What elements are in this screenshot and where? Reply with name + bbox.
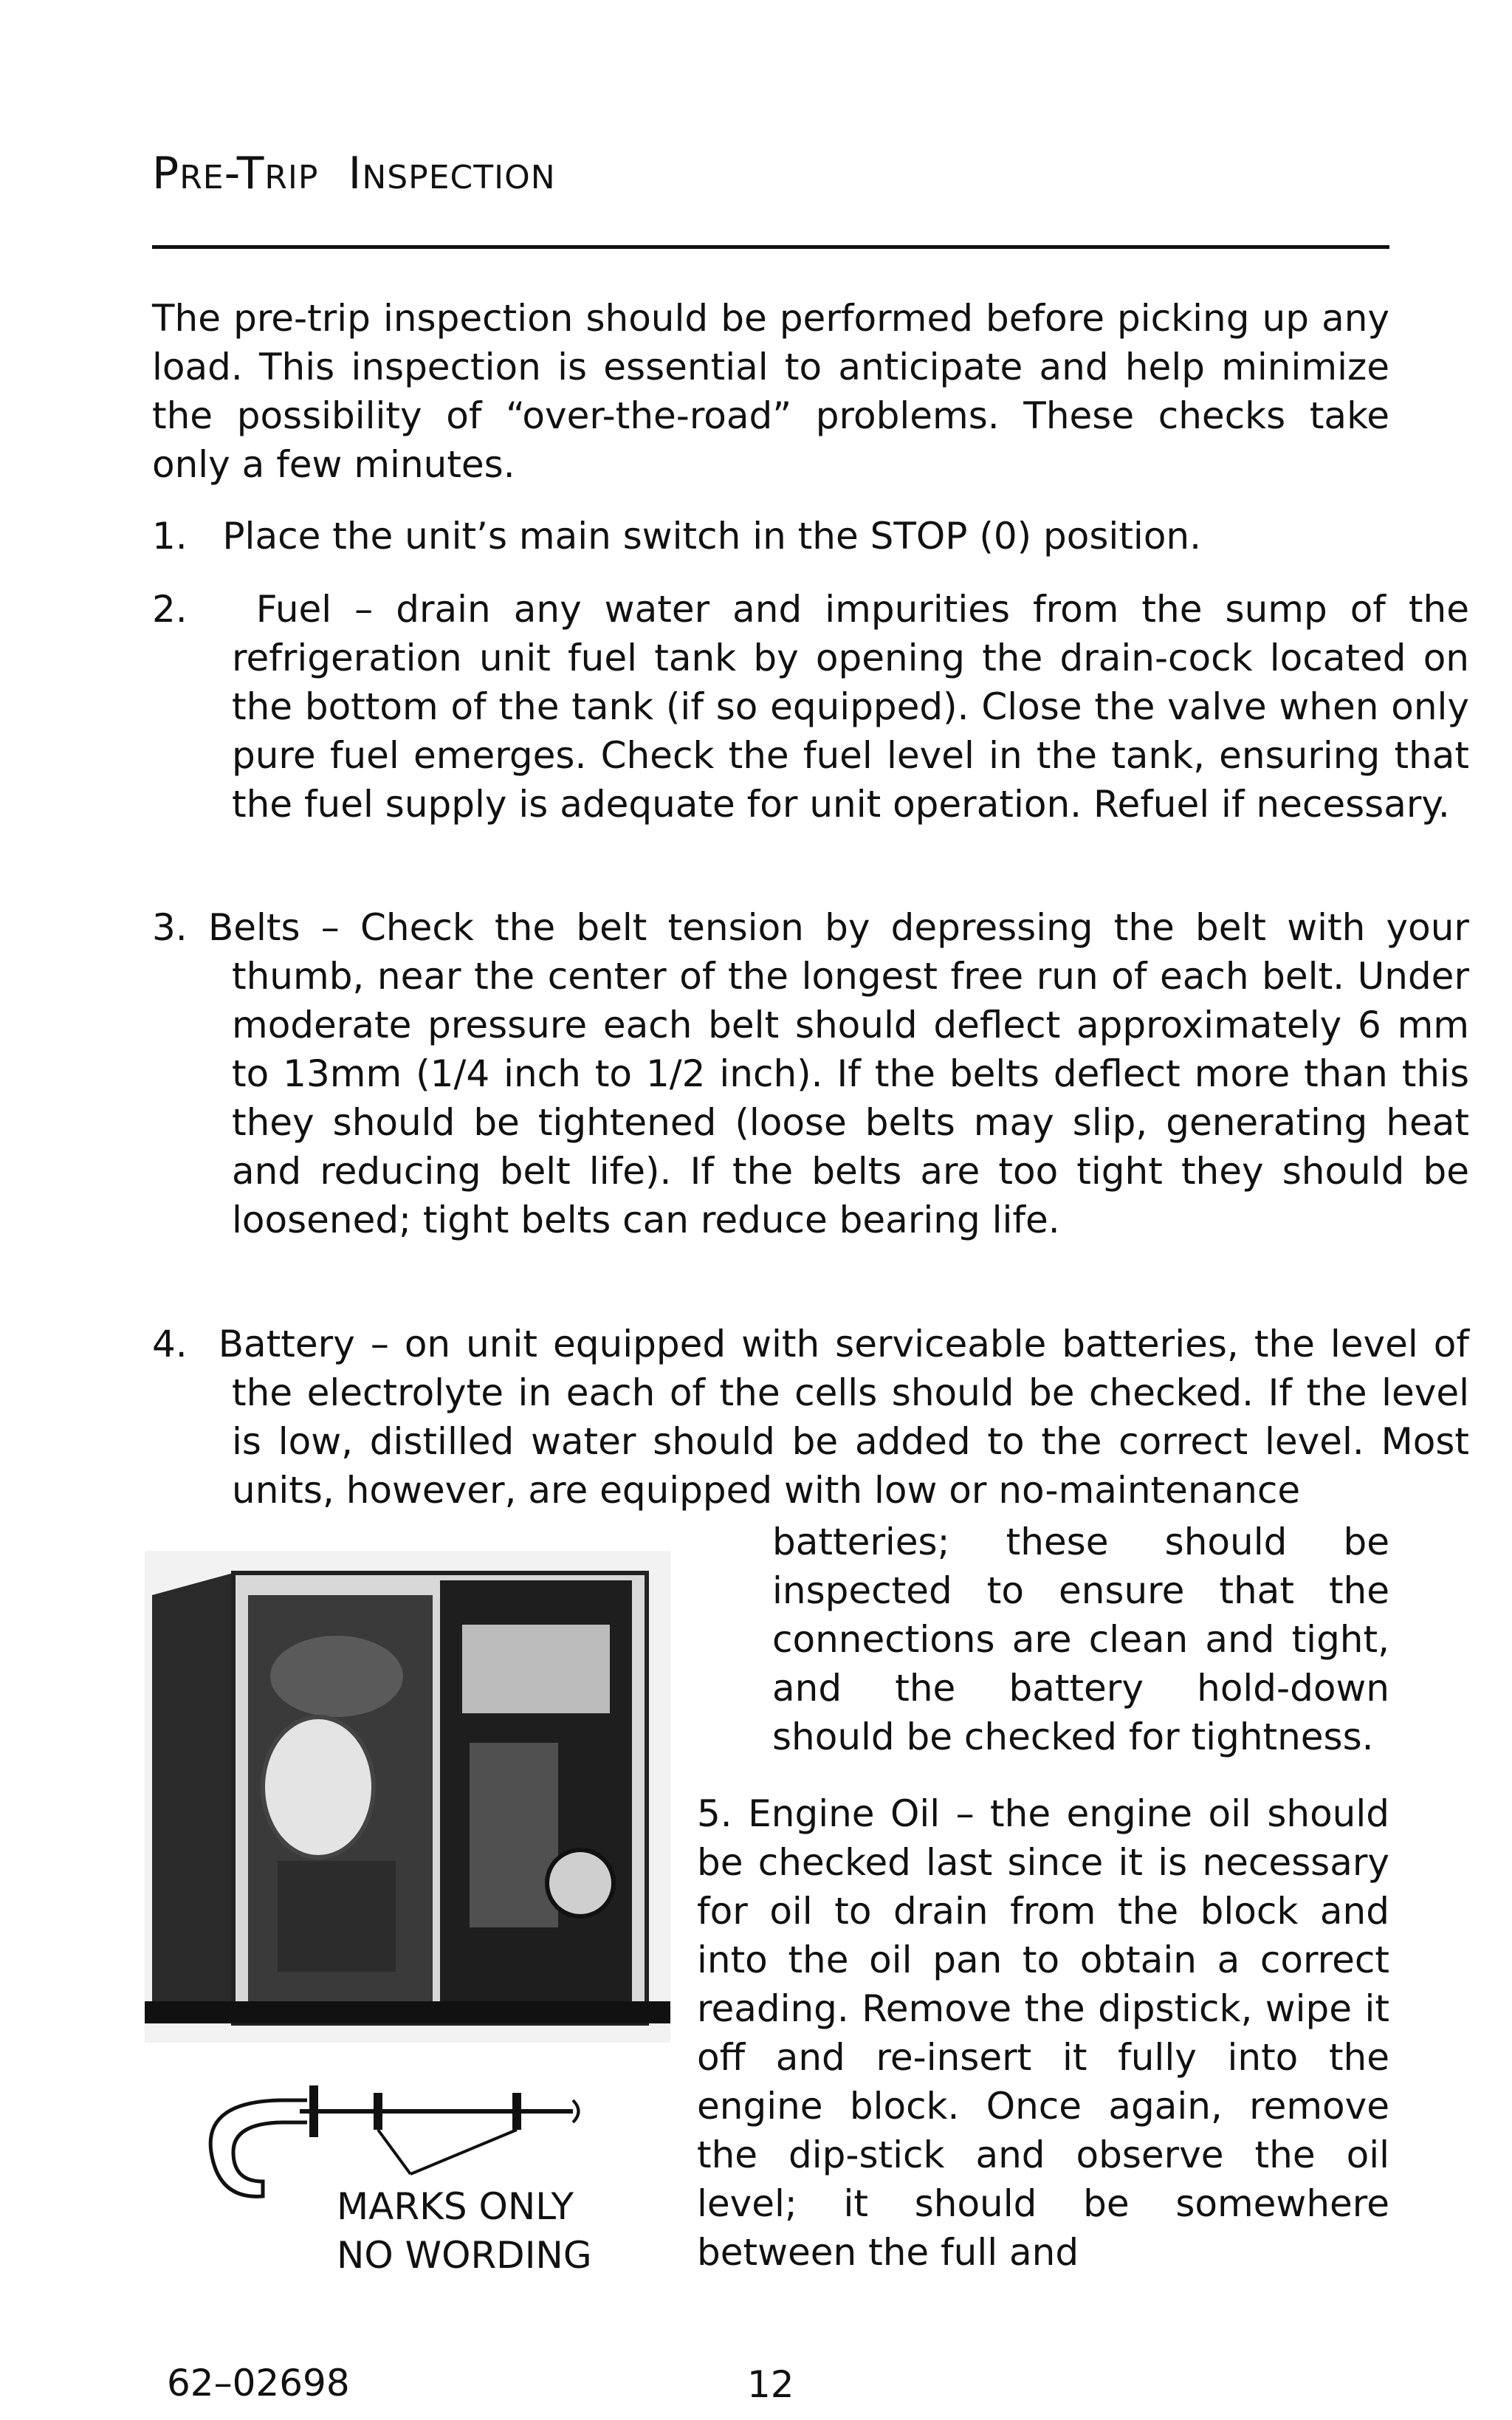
step-number: 5. (697, 1792, 732, 1835)
step-3 (152, 903, 1469, 1244)
step-4 (152, 1320, 1469, 1515)
dipstick-label: MARKS ONLY NO WORDING (337, 2185, 592, 2277)
step-number: 3. (152, 906, 188, 949)
step-2 (152, 585, 1469, 829)
refrigeration-unit-photo (145, 1551, 670, 2043)
page-number: 12 (747, 2363, 794, 2406)
page-title: PRE-TRIP INSPECTION (152, 148, 556, 199)
step-number: 2. (152, 588, 188, 631)
step-text: Fuel – drain any water and impurities from the sump of the refrigeration unit fuel tank by opening the drain-cock located on the bottom of the tank (if so equipped). Close the valve when only pure fuel emerges. Check the fuel level in the tank, ensuring that the fuel supply is adequate for unit operation. Refuel if necessary. (232, 588, 1469, 826)
step-5 (697, 1789, 1389, 2277)
step-4-continuation: batteries; these should be inspected to ensure that the connections are clean and tight, and the battery hold-down should be checked for tightness. (772, 1521, 1389, 1758)
document-number: 62–02698 (167, 2362, 350, 2404)
step-text: Belts – Check the belt tension by depressing the belt with your thumb, near the center of the longest free run of each belt. Under moderate pressure each belt should deflect approximately 6 mm to 13mm (1/4 inch to 1/2 inch). If the belts deflect more than this they should be tightened (loose belts may slip, generating heat and reducing belt life). If the belts are too tight they should be loosened; tight belts can reduce bearing life. (207, 906, 1469, 1241)
step-1 (152, 512, 1469, 561)
step-number: 1. (152, 515, 188, 558)
step-text: Place the unit’s main switch in the STOP (0) position. (222, 515, 1201, 558)
step-text: Battery – on unit equipped with serviceable batteries, the level of the electrolyte in each of the cells should be checked. If the level is low, distilled water should be added to the correct level. Most units, however, are equipped with low or no-maintenance (218, 1323, 1469, 1512)
intro-paragraph: The pre-trip inspection should be performed before picking up any load. This inspection is essential to anticipate and help minimize the possibility of “over-the-road” problems. These checks take only a few minutes. (152, 297, 1389, 486)
step-number: 4. (152, 1323, 188, 1365)
step-text: Engine Oil – the engine oil should be checked last since it is necessary for oil to drain from the block and into the oil pan to obtain a correct reading. Remove the dipstick, wipe it off and re-insert it fully into the engine block. Once again, remove the dip-stick and observe the oil level; it should be somewhere between the full and (697, 1792, 1389, 2274)
title-rule (152, 245, 1389, 249)
